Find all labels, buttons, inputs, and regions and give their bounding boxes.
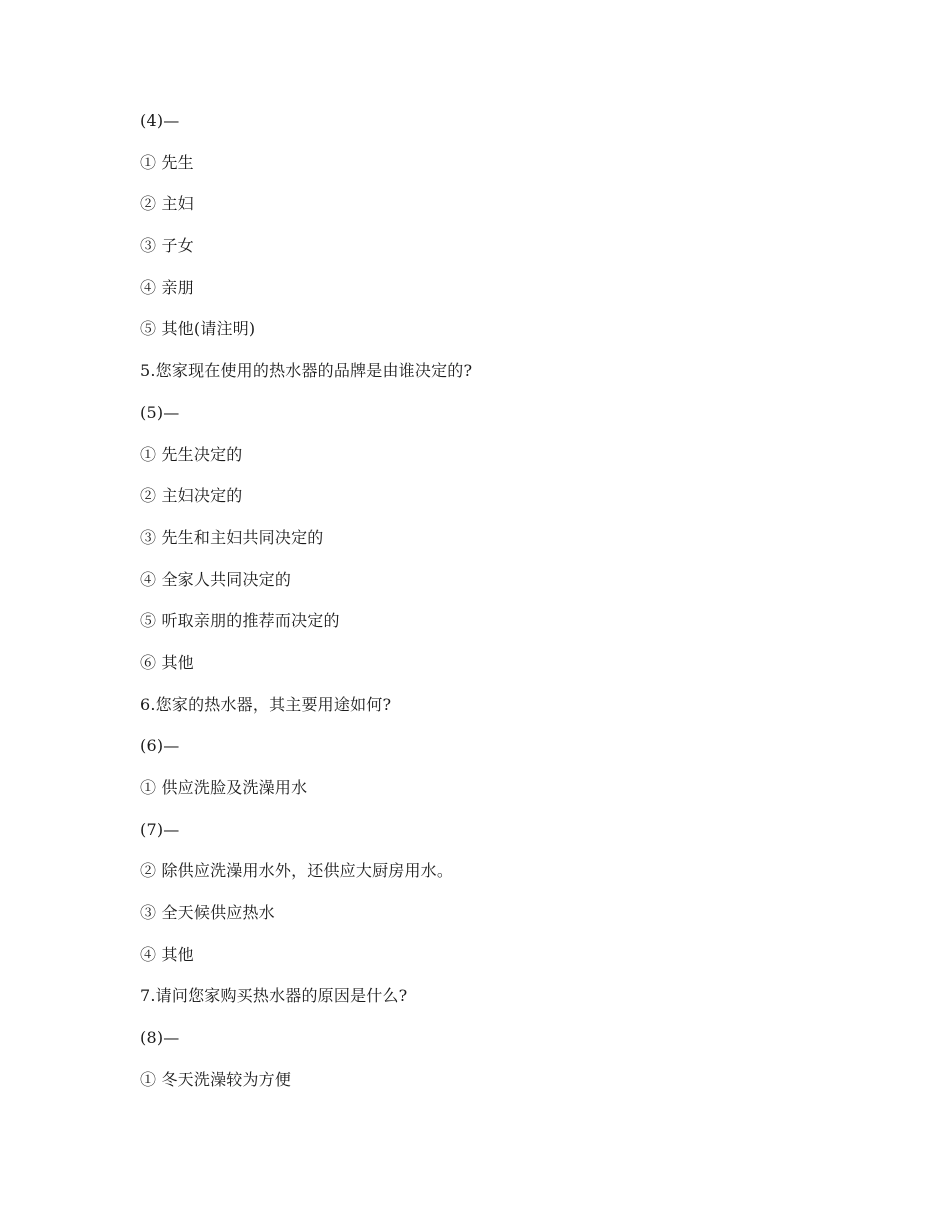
option-item: ⑤ 听取亲朋的推荐而决定的 [140, 611, 340, 631]
option-item: ② 主妇 [140, 194, 194, 214]
option-item: ④ 亲朋 [140, 277, 194, 297]
option-item: ① 先生决定的 [140, 444, 243, 464]
option-item: ② 除供应洗澡用水外，还供应大厨房用水。 [140, 861, 454, 881]
answer-blank-8: (8)— [140, 1028, 180, 1048]
option-item: ① 供应洗脸及洗澡用水 [140, 778, 308, 797]
option-item: ① 冬天洗澡较为方便 [140, 1069, 292, 1089]
answer-blank-6: (6)— [140, 736, 180, 756]
option-item: ① 先生 [140, 152, 194, 172]
answer-blank-5: (5)— [140, 402, 180, 422]
option-item: ⑥ 其他 [140, 652, 194, 672]
option-item: ③ 子女 [140, 236, 194, 256]
question-6: 6.您家的热水器，其主要用途如何? [140, 694, 392, 714]
question-7: 7.请问您家购买热水器的原因是什么? [140, 986, 408, 1006]
option-item: ② 主妇决定的 [140, 486, 243, 506]
answer-blank-4: (4)— [140, 111, 180, 130]
option-item: ③ 先生和主妇共同决定的 [140, 527, 324, 547]
option-item: ③ 全天候供应热水 [140, 903, 275, 923]
answer-blank-7: (7)— [140, 819, 180, 839]
option-item: ④ 其他 [140, 944, 194, 964]
question-5: 5.您家现在使用的热水器的品牌是由谁决定的? [140, 361, 473, 381]
questionnaire-content [140, 108, 820, 1109]
option-item: ⑤ 其他(请注明) [140, 319, 256, 339]
option-item: ④ 全家人共同决定的 [140, 569, 292, 589]
